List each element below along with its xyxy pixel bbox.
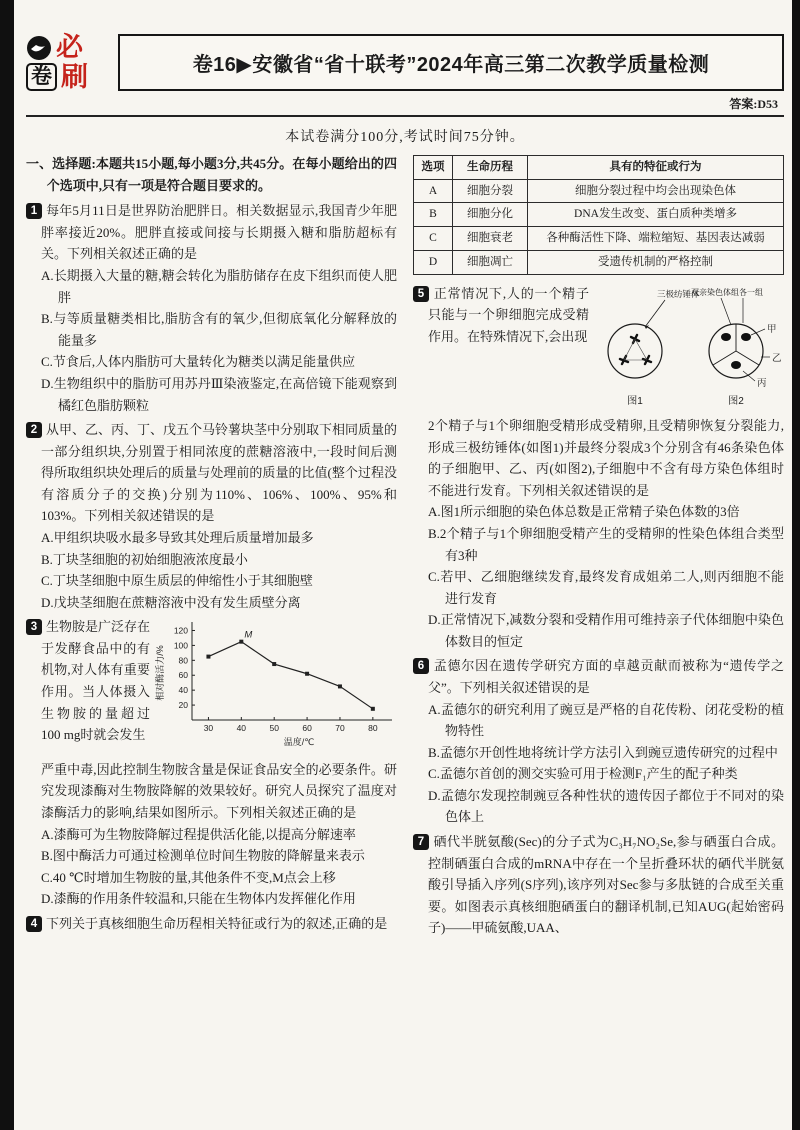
question-3-stem-continued: 严重中毒,因此控制生物胺含量是保证食品安全的必要条件。研究发现漆酶对生物胺降解的效果较好。研究人员探究了温度对漆酶活力的影响,结果如图所示。下列相关叙述正确的是	[41, 761, 397, 821]
option-d: D.漆酶的作用条件较温和,只能在生物体内发挥催化作用	[41, 891, 356, 907]
option-a: A.孟德尔的研究利用了豌豆是严格的自花传粉、闭花受粉的植物特性	[428, 701, 784, 739]
option-a: A.长期摄入大量的糖,糖会转化为脂肪储存在皮下组织而使人肥胖	[41, 268, 397, 305]
question-number: 2	[26, 422, 42, 438]
option-d: D.正常情况下,减数分裂和受精作用可维持亲子代体细胞中染色体数目的恒定	[428, 612, 784, 649]
svg-text:60: 60	[178, 670, 188, 681]
logo-char-shua: 刷	[61, 61, 88, 92]
question-stem: 每年5月11日是世界防治肥胖日。相关数据显示,我国青少年肥胖率接近20%。肥胖直接或间接与长期摄入糖和脂肪超标有关。下列相关叙述正确的是	[41, 203, 397, 262]
exam-title-text: 卷16▶安徽省“省十联考”2024年高三第二次教学质量检测	[192, 54, 710, 77]
question-1-head	[26, 200, 397, 265]
question-stem: 下列关于真核细胞生命历程相关特征或行为的叙述,正确的是	[46, 915, 388, 931]
question-stem: 硒代半胱氨酸(Sec)的分子式为C₃H₇NO₂Se,参与硒蛋白合成。控制硒蛋白合成的mRNA中存在一个呈折叠环状的硒代半胱氨酸引导插入序列(S序列),该序列对Sec参与多肽链的合成至关重要。如图表示真核细胞硒蛋白的翻译机制,已知AUG(起始密码子)——甲硫氨酸,UAA、	[428, 834, 784, 936]
question-5	[413, 283, 784, 653]
figure-1-caption: 图1	[627, 395, 643, 407]
table-cell: D	[414, 250, 453, 274]
scan-edge-left	[0, 0, 14, 1130]
question-number: 4	[26, 916, 42, 932]
option-d: D.戊块茎细胞在蔗糖溶液中没有发生质壁分离	[41, 594, 301, 610]
table-cell: 细胞分裂	[453, 179, 528, 203]
spindle-fibers	[624, 339, 647, 360]
answer-code: 答案:D53	[729, 97, 778, 112]
question-6-head	[413, 655, 784, 698]
table-row	[414, 227, 784, 251]
question-stem: 孟德尔因在遗传学研究方面的卓越贡献而被称为“遗传学之父”。下列相关叙述错误的是	[428, 658, 784, 696]
left-column	[26, 153, 397, 942]
question-stem: 生物胺是广泛存在于发酵食品中的有机物,对人体有重要作用。当人体摄入生物胺的量超过100 mg时就会发生	[41, 619, 151, 743]
logo-swoosh-icon	[26, 35, 52, 61]
svg-text:相对酶活力/%: 相对酶活力/%	[155, 645, 165, 702]
scan-edge-right	[792, 0, 800, 1130]
question-number: 5	[413, 286, 429, 302]
table-header-row	[414, 156, 784, 180]
option-b: B.丁块茎细胞的初始细胞液浓度最小	[41, 551, 248, 567]
question-7	[413, 831, 784, 939]
answer-row	[26, 91, 784, 117]
svg-text:40: 40	[236, 723, 247, 734]
two-column-body	[26, 153, 784, 942]
question-5-head	[413, 283, 589, 348]
bishuajuan-logo	[26, 34, 108, 91]
cell-label-yi: 乙	[772, 352, 782, 364]
svg-text:70: 70	[335, 723, 345, 734]
page-content	[26, 0, 784, 942]
table-header: 选项	[414, 156, 453, 180]
right-column	[413, 153, 784, 942]
option-b: B.2个精子与1个卵细胞受精产生的受精卵的性染色体组合类型有3种	[428, 525, 784, 563]
question-number: 3	[26, 619, 42, 635]
question-1	[26, 200, 397, 416]
life-process-table	[413, 155, 784, 274]
option-a: A.漆酶可为生物胺降解过程提供活化能,以提高分解速率	[41, 826, 356, 842]
question-7-head	[413, 831, 784, 939]
question-6	[413, 655, 784, 828]
table-cell: DNA发生改变、蛋白质种类增多	[528, 203, 784, 227]
option-c: C.40 ℃时增加生物胺的量,其他条件不变,M点会上移	[41, 869, 336, 885]
option-a: A.图1所示细胞的染色体总数是正常精子染色体数的3倍	[428, 504, 740, 520]
logo-char-juan: 卷	[26, 63, 57, 91]
option-c: C.丁块茎细胞中原生质层的伸缩性小于其细胞壁	[41, 573, 313, 589]
table-cell: A	[414, 179, 453, 203]
svg-text:40: 40	[178, 685, 188, 696]
question-3	[26, 616, 397, 910]
svg-text:80: 80	[178, 655, 188, 666]
question-3-top	[26, 616, 397, 759]
logo-top-row	[26, 34, 108, 61]
figure-2-caption: 图2	[728, 395, 744, 407]
question-number: 7	[413, 834, 429, 850]
svg-text:温度/℃: 温度/℃	[283, 737, 315, 748]
option-c: C.节食后,人体内脂肪可大量转化为糖类以满足能量供应	[41, 354, 356, 370]
question-number: 6	[413, 658, 429, 674]
option-c: C.若甲、乙细胞继续发育,最终发育成姐弟二人,则丙细胞不能进行发育	[428, 569, 784, 606]
question-5-top	[413, 283, 784, 416]
svg-text:50: 50	[269, 723, 279, 734]
question-5-stem-continued: 2个精子与1个卵细胞受精形成受精卵,且受精卵恢复分裂能力,形成三极纺锤体(如图1)并最终分裂成3个分别含有46条染色体的子细胞甲、乙、丙(如图2),子细胞中不含有母方染色体组时不能进行发育。下列相关叙述错误的是	[428, 418, 784, 498]
table-cell: 细胞分裂过程中均会出现染色体	[528, 179, 784, 203]
table-cell: 细胞凋亡	[453, 250, 528, 274]
option-c: C.孟德尔首创的测交实验可用于检测F₁产生的配子种类	[428, 766, 738, 782]
option-b: B.孟德尔开创性地将统计学方法引入到豌豆遗传研究的过程中	[428, 744, 778, 760]
logo-bottom-row	[26, 63, 108, 91]
cell-label-jia: 甲	[767, 323, 777, 335]
table-row	[414, 250, 784, 274]
fertilization-figure	[593, 285, 784, 409]
question-2-head	[26, 419, 397, 527]
chromosome-set-annotation: 双亲染色体组各一组	[691, 287, 763, 297]
table-cell: 细胞分化	[453, 203, 528, 227]
enzyme-chart-wrap	[154, 616, 397, 759]
question-number: 1	[26, 203, 42, 219]
enzyme-activity-chart	[154, 618, 397, 752]
table-row	[414, 179, 784, 203]
question-4	[26, 913, 397, 935]
question-3-head	[26, 616, 150, 745]
svg-text:60: 60	[302, 723, 312, 734]
option-b: B.与等质量糖类相比,脂肪含有的氧少,但彻底氧化分解释放的能量多	[41, 311, 397, 348]
option-d: D.孟德尔发现控制豌豆各种性状的遗传因子都位于不同对的染色体上	[428, 787, 784, 825]
table-header: 生命历程	[453, 156, 528, 180]
svg-text:80: 80	[368, 723, 378, 734]
svg-text:120: 120	[173, 625, 188, 636]
cell-label-bing: 丙	[757, 377, 767, 389]
option-a: A.甲组织块吸水最多导致其处理后质量增加最多	[41, 529, 314, 545]
exam-title	[118, 34, 784, 91]
fertilization-figure-wrap	[593, 283, 784, 416]
svg-text:30: 30	[203, 723, 214, 734]
table-cell: 各种酶活性下降、端粒缩短、基因表达减弱	[528, 227, 784, 251]
exam-info: 本试卷满分100分,考试时间75分钟。	[285, 130, 525, 146]
cell-figure-1	[608, 324, 662, 378]
logo-char-bi: 必	[56, 32, 83, 62]
spindle-annotation: 三极纺锤体	[657, 288, 700, 299]
option-d: D.生物组织中的脂肪可用苏丹Ⅲ染液鉴定,在高倍镜下能观察到橘红色脂肪颗粒	[41, 375, 397, 413]
section-heading: 一、选择题:本题共15小题,每小题3分,共45分。在每小题给出的四个选项中,只有一项是符合题目要求的。	[26, 156, 397, 193]
table-cell: 细胞衰老	[453, 227, 528, 251]
compartment-dividers	[713, 324, 759, 365]
table-row	[414, 203, 784, 227]
option-b: B.图中酶活力可通过检测单位时间生物胺的降解量来表示	[41, 848, 365, 864]
question-stem: 从甲、乙、丙、丁、戊五个马铃薯块茎中分别取下相同质量的一部分组织块,分别置于相同浓度的蔗糖溶液中,一段时间后测得所取组织块处理后的质量与处理前的质量的比值(整个过程没有溶质分子的交换)分别为110%、106%、100%、95%和103%。下列相关叙述错误的是	[41, 422, 398, 524]
svg-text:20: 20	[178, 700, 188, 711]
svg-text:100: 100	[173, 640, 188, 651]
table-cell: C	[414, 227, 453, 251]
question-stem: 正常情况下,人的一个精子只能与一个卵细胞完成受精作用。在特殊情况下,会出现	[428, 285, 589, 344]
table-header: 具有的特征或行为	[528, 156, 784, 180]
svg-text:M: M	[244, 629, 253, 641]
header	[26, 0, 784, 91]
table-cell: B	[414, 203, 453, 227]
question-4-head	[26, 913, 397, 935]
question-2	[26, 419, 397, 613]
table-cell: 受遗传机制的严格控制	[528, 250, 784, 274]
